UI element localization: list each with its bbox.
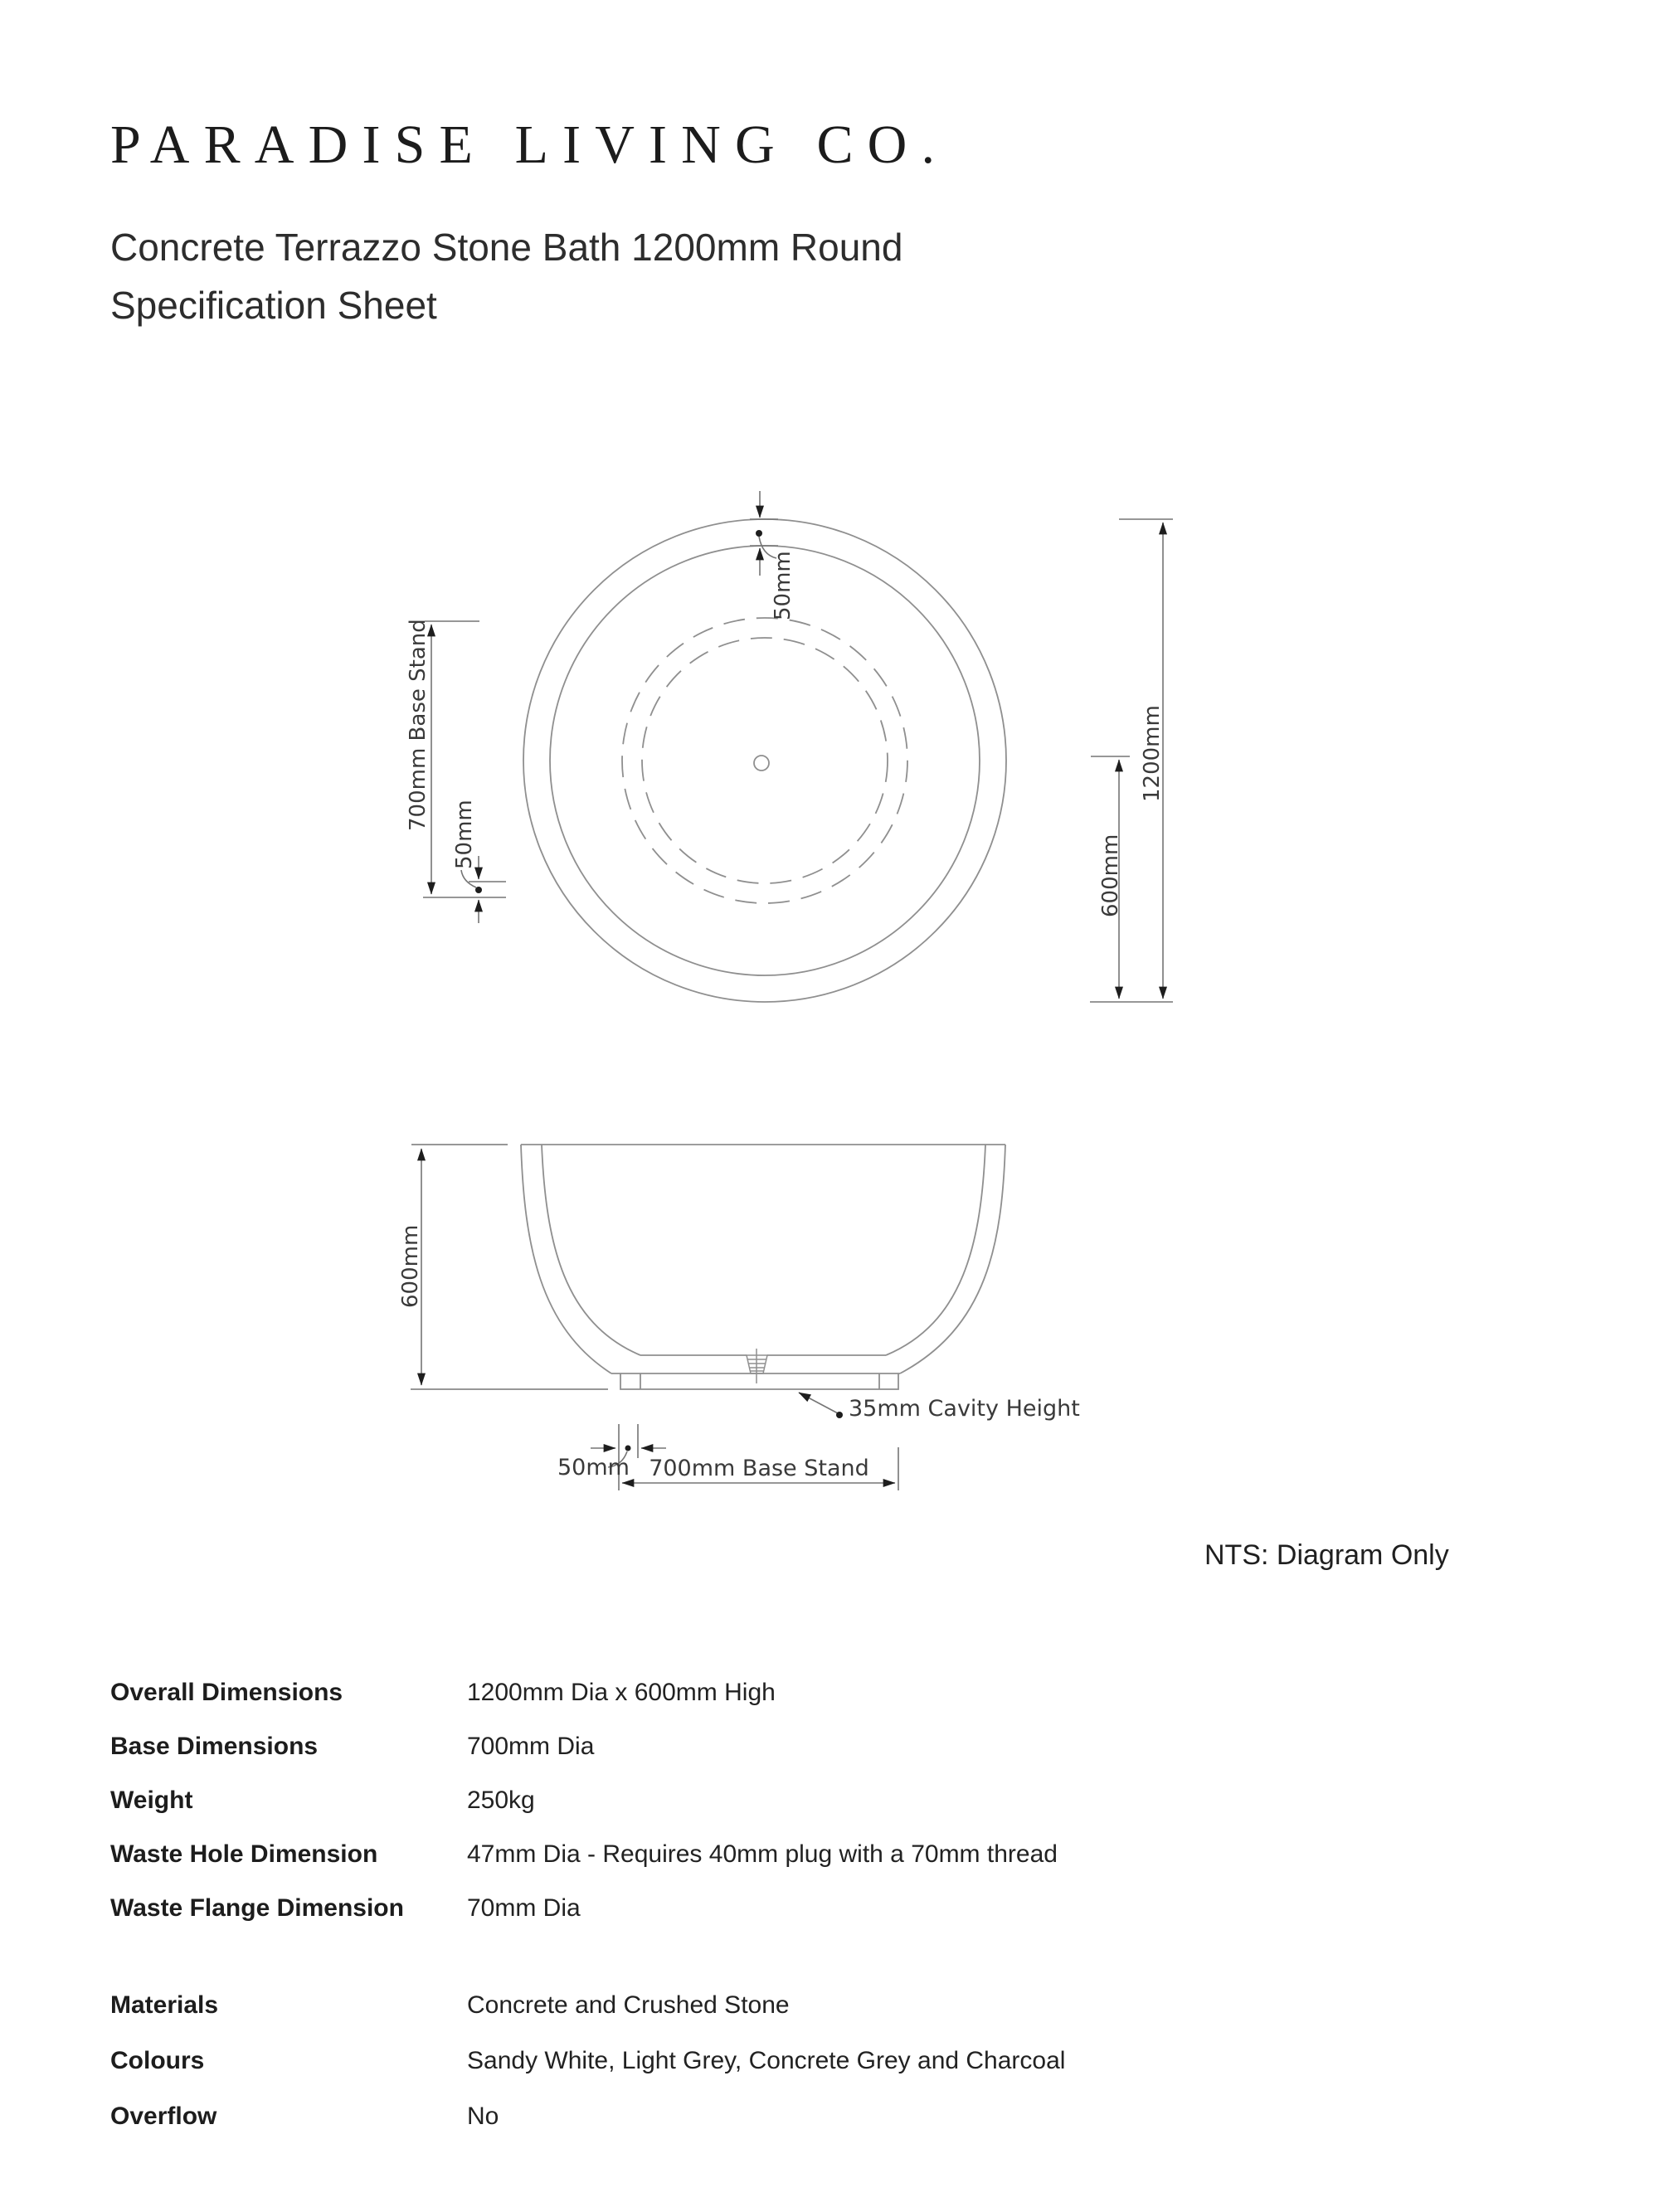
brand-logo-text: PARADISE LIVING CO. bbox=[110, 114, 950, 175]
bath-inner-rim-circle bbox=[550, 546, 980, 975]
sheet-title: Specification Sheet bbox=[110, 284, 437, 327]
spec-value: No bbox=[467, 2102, 499, 2130]
product-title: Concrete Terrazzo Stone Bath 1200mm Round bbox=[110, 226, 903, 269]
spec-value: Concrete and Crushed Stone bbox=[467, 1991, 790, 2019]
spec-table-secondary bbox=[110, 1977, 1355, 2144]
bath-outer-rim-circle bbox=[523, 519, 1006, 1002]
top-view-dimensions bbox=[423, 491, 1173, 1002]
top-view-dimension-labels bbox=[406, 551, 1165, 917]
table-row bbox=[110, 1719, 1355, 1773]
top-stand-edge-label: 50mm bbox=[452, 800, 477, 869]
spec-label: Base Dimensions bbox=[110, 1732, 319, 1760]
base-stand-outline bbox=[620, 1373, 898, 1389]
spec-value: 700mm Dia bbox=[467, 1732, 595, 1760]
spec-label: Waste Hole Dimension bbox=[110, 1840, 378, 1868]
top-base-stand-label: 700mm Base Stand bbox=[406, 619, 431, 831]
base-stand-outer-dashed-circle bbox=[622, 618, 907, 903]
table-row bbox=[110, 1881, 1355, 1935]
nts-note: NTS: Diagram Only bbox=[1204, 1539, 1449, 1571]
side-view-dimensions bbox=[411, 1145, 898, 1490]
side-height-label: 600mm bbox=[398, 1224, 423, 1308]
table-row bbox=[110, 1773, 1355, 1827]
side-view-dimension-labels bbox=[398, 1225, 1080, 1481]
side-base-stand-label: 700mm Base Stand bbox=[649, 1456, 869, 1481]
spec-value: 70mm Dia bbox=[467, 1894, 581, 1922]
table-row bbox=[110, 1827, 1355, 1881]
top-radius-label: 600mm bbox=[1098, 834, 1123, 917]
spec-label: Overflow bbox=[110, 2102, 217, 2130]
spec-table-primary bbox=[110, 1665, 1355, 1935]
spec-value: 1200mm Dia x 600mm High bbox=[467, 1678, 776, 1706]
spec-value: 47mm Dia - Requires 40mm plug with a 70mm thread bbox=[467, 1840, 1058, 1868]
side-wall-thickness-label: 50mm bbox=[557, 1455, 630, 1480]
spec-value: 250kg bbox=[467, 1786, 535, 1814]
inner-wall-left bbox=[542, 1145, 640, 1355]
table-row bbox=[110, 1665, 1355, 1719]
spec-label: Waste Flange Dimension bbox=[110, 1894, 404, 1922]
waste-hole-circle bbox=[754, 756, 769, 771]
spec-value: Sandy White, Light Grey, Concrete Grey and Charcoal bbox=[467, 2046, 1066, 2074]
side-cavity-label: 35mm Cavity Height bbox=[849, 1396, 1080, 1422]
side-view-dimension-dots bbox=[625, 1412, 844, 1451]
waste-drain bbox=[747, 1349, 767, 1383]
spec-label: Materials bbox=[110, 1991, 219, 2019]
table-row bbox=[110, 2088, 1355, 2144]
top-view-dimension-dots bbox=[475, 530, 762, 893]
top-wall-thickness-label: 50mm bbox=[771, 551, 795, 620]
spec-label: Overall Dimensions bbox=[110, 1678, 343, 1706]
base-stand-inner-dashed-circle bbox=[642, 638, 888, 883]
table-row bbox=[110, 2033, 1355, 2088]
table-row bbox=[110, 1977, 1355, 2033]
spec-label: Weight bbox=[110, 1786, 193, 1814]
side-view-elevation bbox=[411, 1145, 1005, 1389]
inner-wall-right bbox=[886, 1145, 985, 1355]
top-view-plan bbox=[523, 519, 1006, 1002]
top-overall-diameter-label: 1200mm bbox=[1140, 705, 1165, 802]
spec-label: Colours bbox=[110, 2046, 205, 2074]
outer-wall-left bbox=[521, 1145, 611, 1373]
